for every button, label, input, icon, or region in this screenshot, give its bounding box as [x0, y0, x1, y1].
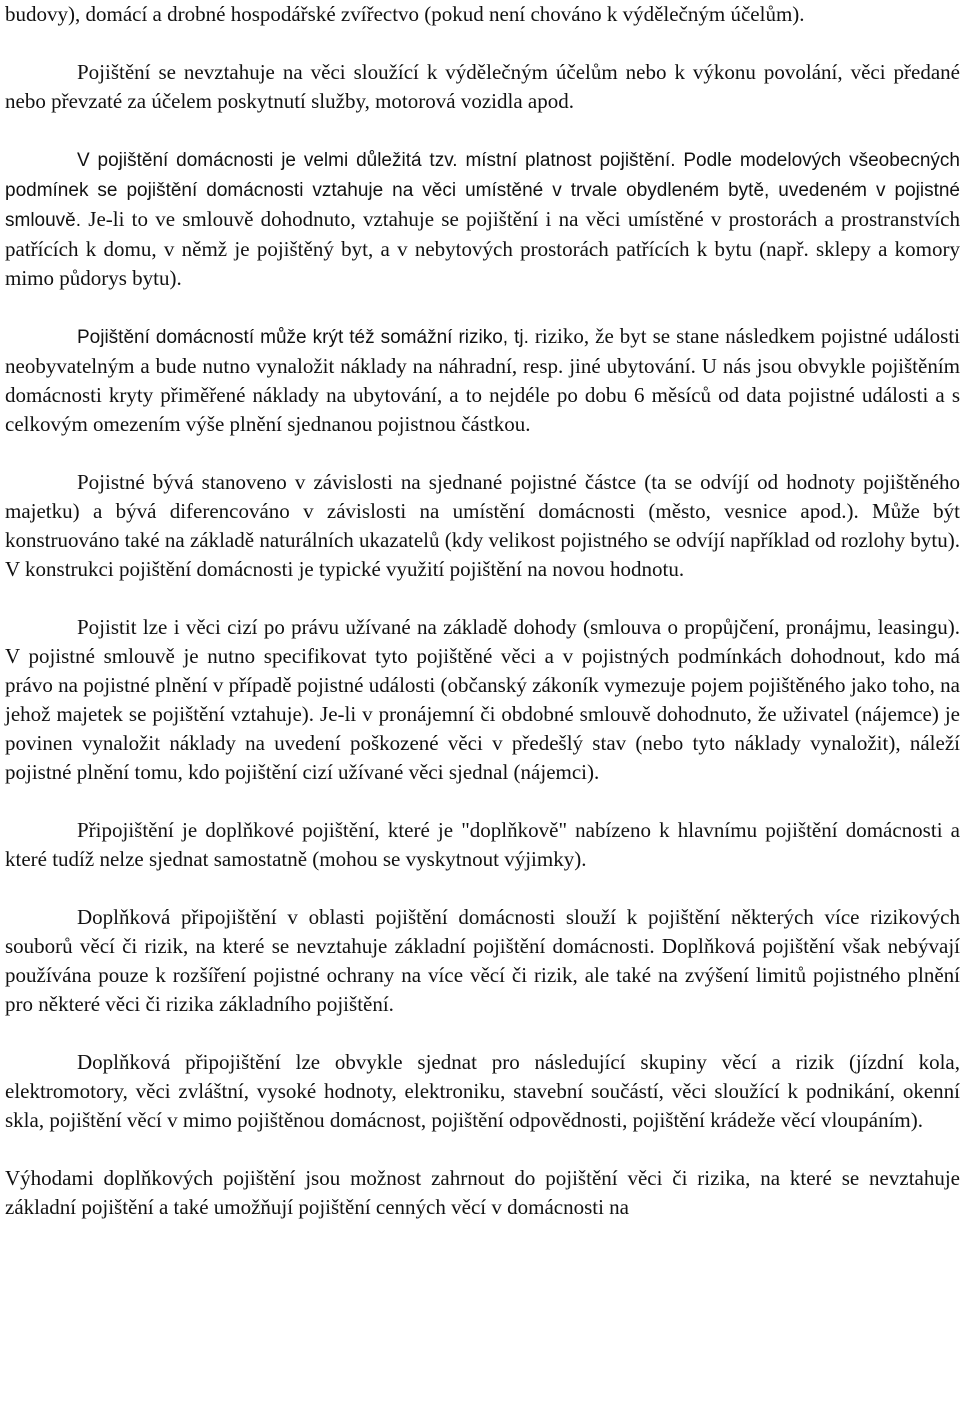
paragraph-gap	[5, 29, 960, 58]
paragraph-supplementary-scope: Doplňková připojištění v oblasti pojištění domácnosti slouží k pojištění některých více rizikových souborů věcí či rizik, na které se nevztahuje základní pojištění domácnosti. Doplňková pojištění však nebývají používána pouze k rozšíření pojistné ochrany na více věcí či rizik, ale také na zvýšení limitů pojistného plnění pro některé věci či rizika základního pojištění.	[5, 905, 960, 1016]
paragraph-local-validity	[5, 145, 960, 293]
paragraph-gap	[5, 787, 960, 816]
paragraph-gap	[5, 293, 960, 322]
paragraph-advantages: Výhodami doplňkových pojištění jsou možnost zahrnout do pojištění věci či rizika, na které se nevztahuje základní pojištění a také umožňují pojištění cenných věcí v domácnosti na	[5, 1166, 960, 1219]
text-agreed-extension: Je-li to ve smlouvě dohodnuto, vztahuje se pojištění i na věci umístěné v prostorách a prostranstvích patřících k domu, v němž je pojištěný byt, a v nebytových prostorách patřících k bytu (např. sklepy a komory mimo půdorys bytu).	[5, 207, 960, 290]
paragraph-gap	[5, 874, 960, 903]
text-risk-intro: Pojištění domácností může krýt též somážní riziko, tj.	[77, 327, 535, 348]
paragraph-supplementary-insurance: Připojištění je doplňkové pojištění, které je "doplňkově" nabízeno k hlavnímu pojištění domácnosti a které tudíž nelze sjednat samostatně (mohou se vyskytnout výjimky).	[5, 818, 960, 871]
text-local-validity-intro: V pojištění domácnosti je velmi důležitá tzv. místní platnost pojištění.	[77, 150, 684, 171]
paragraph-supplementary-groups: Doplňková připojištění lze obvykle sjednat pro následující skupiny věcí a rizik (jízdní kola, elektromotory, věci zvláštní, vysoké hodnoty, elektroniku, stavební součástí, věci sloužící k podnikání, okenní skla, pojištění věcí v mimo pojištěnou domácnost, pojištění odpovědnosti, pojištění krádeže věcí vloupáním).	[5, 1050, 960, 1132]
paragraph-gap	[5, 439, 960, 468]
paragraph-gap	[5, 584, 960, 613]
paragraph-foreign-items: Pojistit lze i věci cizí po právu užívané na základě dohody (smlouva o propůjčení, pronájmu, leasingu). V pojistné smlouvě je nutno specifikovat tyto pojištěné věci a v pojistných podmínkách dohodnout, kdo má právo na pojistné plnění v případě pojistné události (občanský zákoník vymezuje pojem pojištěného jako toho, na jehož majetek se pojištění vztahuje). Je-li v pronájemní či obdobné smlouvě dohodnuto, že uživatel (nájemce) je povinen vynaložit náklady na uvedení poškozené věci v předešlý stav (nebo tyto náklady vynaložit), náleží pojistné plnění tomu, kdo pojištění cizí užívané věci sjednal (nájemci).	[5, 615, 960, 784]
paragraph-gap	[5, 1135, 960, 1164]
document-page	[5, 0, 960, 1222]
paragraph-non-covered-items: Pojištění se nevztahuje na věci sloužící k výdělečným účelům nebo k výkonu povolání, věci předané nebo převzaté za účelem poskytnutí služby, motorová vozidla apod.	[5, 60, 960, 113]
paragraph-continuation: budovy), domácí a drobné hospodářské zvířectvo (pokud není chováno k výdělečným účelům).	[5, 2, 805, 26]
paragraph-gap	[5, 116, 960, 145]
text-risk-details: riziko, že byt se stane následkem pojistné události neobyvatelným a bude nutno vynaložit náklady na náhradní, resp. jiné ubytování. U nás jsou obvykle pojištěním domácnosti kryty přiměřené náklady na ubytování, a to nejdéle po dobu 6 měsíců od data pojistné události a s celkovým omezením výše plnění sjednanou pojistnou částkou.	[5, 324, 960, 436]
text-model-conditions: Podle modelových všeobecných podmínek se pojištění domácnosti vztahuje na věci umístěné v trvale obydleném bytě, uvedeném v pojistné smlouvě.	[5, 150, 960, 231]
paragraph-gap	[5, 1019, 960, 1048]
paragraph-risk-coverage	[5, 322, 960, 439]
paragraph-premium: Pojistné bývá stanoveno v závislosti na sjednané pojistné částce (ta se odvíjí od hodnoty pojištěného majetku) a bývá diferencováno v závislosti na umístění domácnosti (město, vesnice apod.). Může být konstruováno také na základě naturálních ukazatelů (kdy velikost pojistného se odvíjí například od rozlohy bytu). V konstrukci pojištění domácnosti je typické využití pojištění na novou hodnotu.	[5, 470, 960, 581]
